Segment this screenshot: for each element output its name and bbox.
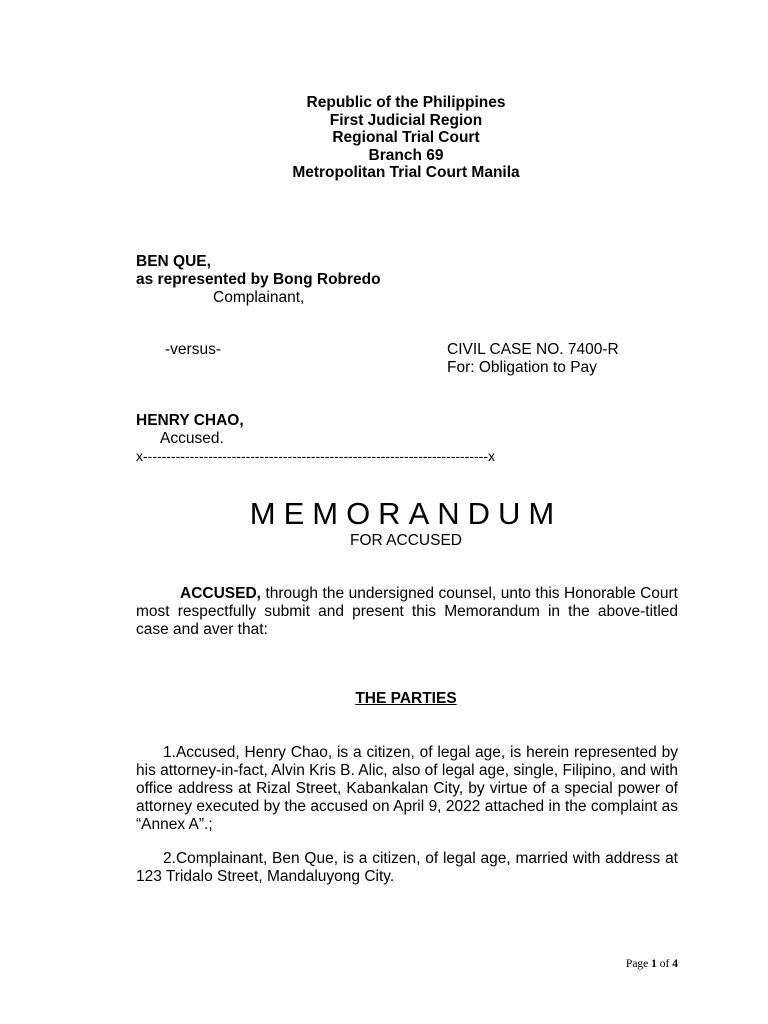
accused-name: HENRY CHAO, [136,412,244,429]
memorandum-title: MEMORANDUM [249,496,563,531]
complainant-name: BEN QUE, [136,253,211,270]
of-word: of [659,958,670,970]
caption-separator: x--------------------------------------------------------------------------x [136,448,495,464]
complainant-representative: as represented by Bong Robredo [136,271,381,288]
paragraph-2-text: Complainant, Ben Que, is a citizen, of legal age, married with address at 123 Tridalo Street, Mandaluyong City. [136,850,678,885]
complainant-role: Complainant, [213,289,305,306]
section-title-parties: THE PARTIES [355,690,457,707]
memorandum-subtitle: FOR ACCUSED [350,532,462,549]
header-line-branch: Branch 69 [368,146,444,164]
paragraph-2-number: 2. [163,850,176,867]
case-number: CIVIL CASE NO. 7400-R [447,341,619,358]
paragraph-1 [136,744,678,834]
court-header [0,94,768,182]
total-pages: 4 [672,958,678,970]
page-number-footer [626,958,678,970]
case-nature: For: Obligation to Pay [447,359,597,376]
intro-paragraph [136,585,678,639]
paragraph-1-text: Accused, Henry Chao, is a citizen, of legal age, is herein represented by his attorney-in-fact, Alvin Kris B. Alic, also of legal age, single, Filipino, and with office address at Rizal Street, Kabankalan City, by virtue of a special power of attorney executed by the accused on April 9, 2022 attached in the complaint as “Annex A”.; [136,744,678,833]
paragraph-1-number: 1. [163,744,176,761]
header-line-court: Regional Trial Court [332,129,480,146]
intro-lead: ACCUSED, [180,585,261,602]
header-line-republic: Republic of the Philippines [306,94,506,111]
header-line-region: First Judicial Region [329,111,483,129]
versus-label: -versus- [165,341,221,358]
intro-text: through the undersigned counsel, unto this Honorable Court most respectfully submit and present this Memorandum in the above-titled case and aver that: [136,585,678,638]
header-line-city-court: Metropolitan Trial Court Manila [292,164,520,181]
paragraph-2 [136,850,678,886]
accused-role: Accused. [160,430,224,447]
page-word: Page [625,958,649,970]
current-page: 1 [651,958,657,970]
